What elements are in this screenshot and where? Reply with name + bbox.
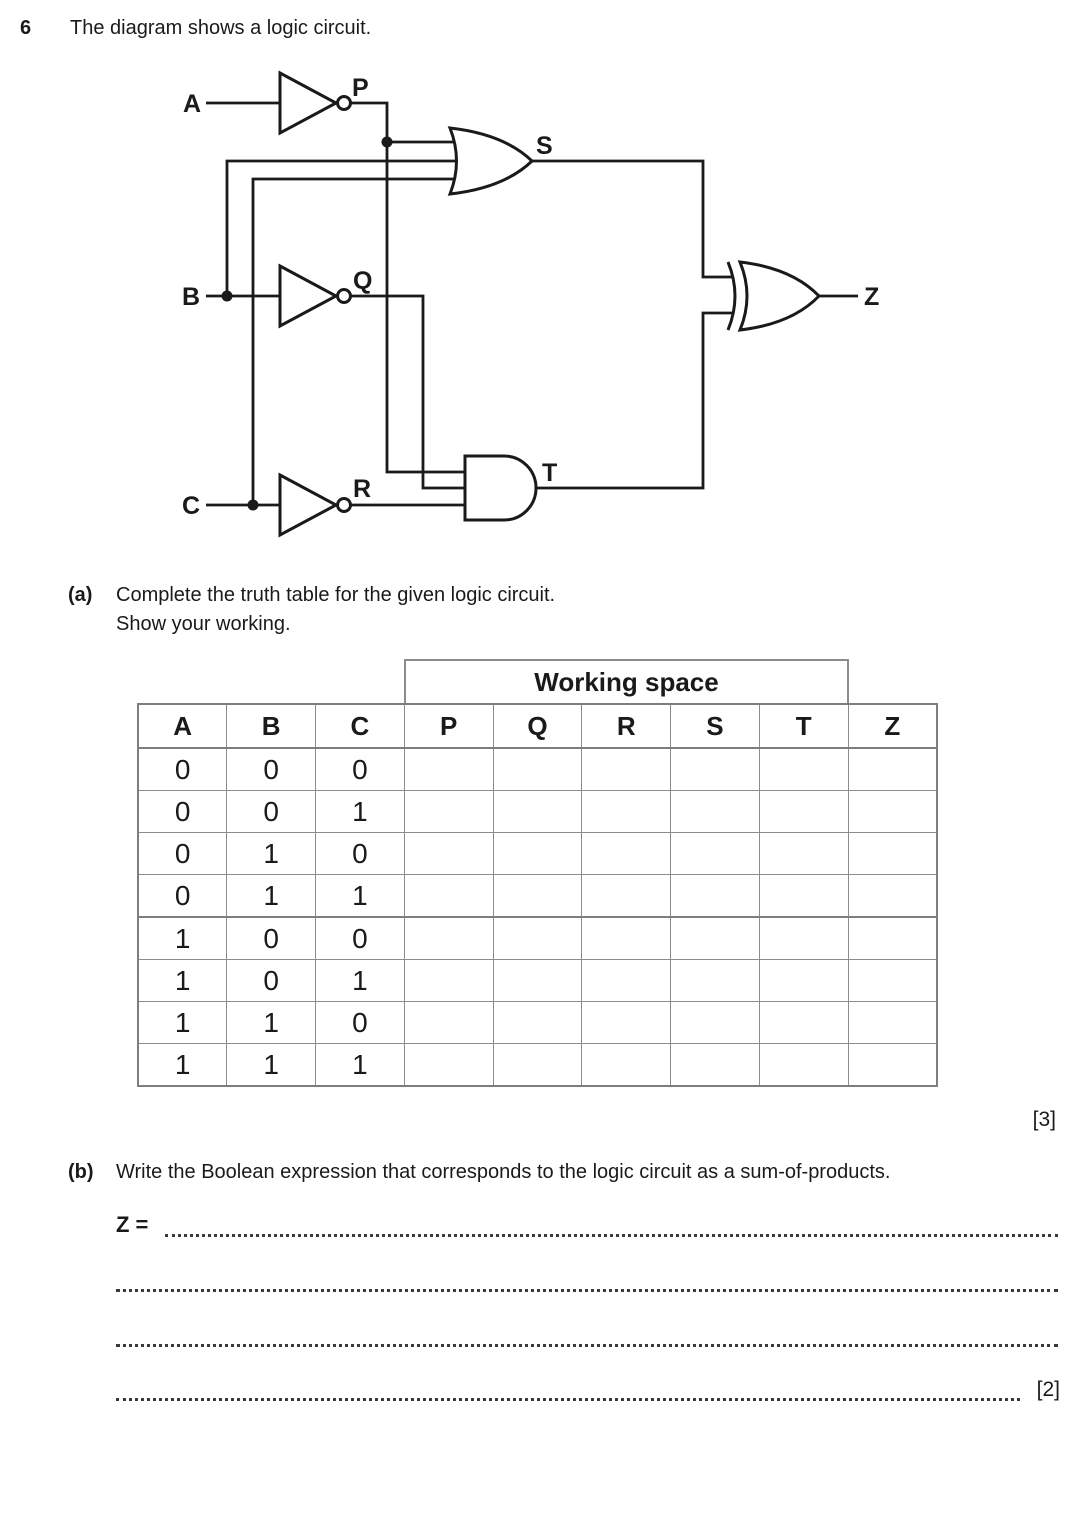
table-row bbox=[138, 960, 937, 1002]
truth-table-cell bbox=[671, 960, 760, 1002]
truth-table-cell: 1 bbox=[227, 1002, 316, 1044]
or-gate-s bbox=[450, 128, 532, 194]
truth-table-cell: 0 bbox=[316, 748, 405, 791]
part-a-instructions bbox=[116, 581, 555, 639]
truth-table-header-row bbox=[138, 704, 937, 748]
col-header-z: Z bbox=[848, 704, 937, 748]
label-output-z: Z bbox=[864, 283, 880, 311]
truth-table-cell bbox=[848, 748, 937, 791]
col-header-b: B bbox=[227, 704, 316, 748]
col-header-q: Q bbox=[493, 704, 582, 748]
part-b-instruction: Write the Boolean expression that corresponds to the logic circuit as a sum-of-products. bbox=[116, 1161, 891, 1183]
not-gate-b-bubble bbox=[338, 290, 351, 303]
truth-table-cell: 1 bbox=[316, 960, 405, 1002]
truth-table-cell bbox=[404, 833, 493, 875]
table-row bbox=[138, 1044, 937, 1087]
truth-table-cell: 0 bbox=[227, 791, 316, 833]
answer-line-3 bbox=[116, 1324, 1058, 1347]
truth-table-cell bbox=[493, 748, 582, 791]
junction-dot-b bbox=[222, 291, 233, 302]
part-a-instruction-line2: Show your working. bbox=[116, 613, 291, 635]
truth-table-cell bbox=[848, 960, 937, 1002]
table-row bbox=[138, 833, 937, 875]
truth-table-cell bbox=[404, 875, 493, 918]
table-row bbox=[138, 791, 937, 833]
truth-table-cell bbox=[404, 917, 493, 960]
truth-table-cell: 1 bbox=[316, 1044, 405, 1087]
truth-table-cell bbox=[671, 1002, 760, 1044]
truth-table-cell bbox=[671, 917, 760, 960]
truth-table-cell bbox=[848, 1002, 937, 1044]
truth-table-cell bbox=[848, 917, 937, 960]
truth-table-cell bbox=[404, 791, 493, 833]
truth-table-cell: 0 bbox=[138, 791, 227, 833]
part-a-label: (a) bbox=[68, 584, 93, 606]
truth-table-cell: 1 bbox=[316, 791, 405, 833]
truth-table-cell bbox=[493, 917, 582, 960]
wire-t-to-xor bbox=[536, 313, 734, 488]
truth-table-cell bbox=[759, 791, 848, 833]
xor-gate-z-input-arc bbox=[728, 262, 735, 330]
part-a-instruction-line1: Complete the truth table for the given logic circuit. bbox=[116, 584, 556, 606]
truth-table-cell bbox=[671, 791, 760, 833]
truth-table-cell bbox=[404, 748, 493, 791]
working-space-label: Working space bbox=[534, 666, 719, 697]
label-signal-r: R bbox=[353, 475, 372, 503]
xor-gate-z bbox=[740, 262, 819, 330]
part-b-label: (b) bbox=[68, 1161, 94, 1183]
label-signal-s: S bbox=[536, 132, 553, 160]
truth-table-cell: 1 bbox=[227, 1044, 316, 1087]
truth-table-cell bbox=[848, 791, 937, 833]
col-header-a: A bbox=[138, 704, 227, 748]
not-gate-c bbox=[280, 475, 336, 535]
label-signal-p: P bbox=[352, 74, 369, 102]
col-header-r: R bbox=[582, 704, 671, 748]
truth-table-cell: 0 bbox=[138, 875, 227, 918]
wire-q-to-and bbox=[351, 296, 465, 488]
not-gate-b bbox=[280, 266, 336, 326]
truth-table-cell bbox=[759, 1002, 848, 1044]
table-row bbox=[138, 1002, 937, 1044]
question-number: 6 bbox=[20, 17, 32, 39]
truth-table-cell bbox=[493, 1002, 582, 1044]
truth-table-cell bbox=[759, 875, 848, 918]
label-signal-q: Q bbox=[353, 267, 373, 295]
wire-s-to-xor bbox=[532, 161, 734, 277]
truth-table-cell bbox=[493, 833, 582, 875]
col-header-p: P bbox=[404, 704, 493, 748]
truth-table-cell bbox=[759, 960, 848, 1002]
truth-table-cell bbox=[582, 917, 671, 960]
truth-table-cell: 1 bbox=[227, 875, 316, 918]
truth-table-cell bbox=[582, 1044, 671, 1087]
table-row bbox=[138, 748, 937, 791]
not-gate-a bbox=[280, 73, 336, 133]
truth-table-cell: 0 bbox=[227, 917, 316, 960]
truth-table-cell: 0 bbox=[316, 917, 405, 960]
truth-table-cell bbox=[848, 1044, 937, 1087]
truth-table-cell bbox=[582, 833, 671, 875]
label-input-b: B bbox=[181, 283, 200, 311]
wire-c-to-or bbox=[253, 179, 458, 505]
working-space-header bbox=[404, 659, 849, 703]
truth-table-cell bbox=[493, 791, 582, 833]
truth-table-cell bbox=[404, 960, 493, 1002]
truth-table-cell: 0 bbox=[227, 960, 316, 1002]
truth-table-cell bbox=[759, 748, 848, 791]
truth-table-cell bbox=[582, 875, 671, 918]
answer-prefix-z: Z = bbox=[116, 1212, 149, 1237]
answer-line-1 bbox=[165, 1214, 1058, 1237]
truth-table-cell bbox=[671, 875, 760, 918]
truth-table-cell: 1 bbox=[138, 1002, 227, 1044]
answer-line-4 bbox=[116, 1378, 1020, 1401]
truth-table-cell: 1 bbox=[227, 833, 316, 875]
question-intro: The diagram shows a logic circuit. bbox=[70, 17, 372, 39]
truth-table-cell: 1 bbox=[138, 1044, 227, 1087]
truth-table-cell: 1 bbox=[316, 875, 405, 918]
truth-table-cell bbox=[493, 875, 582, 918]
truth-table-cell bbox=[848, 875, 937, 918]
logic-circuit-diagram bbox=[0, 0, 1074, 565]
col-header-t: T bbox=[759, 704, 848, 748]
truth-table-cell bbox=[493, 960, 582, 1002]
label-input-c: C bbox=[181, 492, 200, 520]
truth-table-cell bbox=[404, 1002, 493, 1044]
label-input-a: A bbox=[182, 90, 201, 118]
col-header-s: S bbox=[671, 704, 760, 748]
truth-table-cell: 1 bbox=[138, 917, 227, 960]
label-signal-t: T bbox=[542, 459, 558, 487]
col-header-c: C bbox=[316, 704, 405, 748]
truth-table-cell bbox=[759, 1044, 848, 1087]
part-b-marks: [2] bbox=[1036, 1378, 1060, 1401]
wire-b-to-or bbox=[227, 161, 458, 296]
truth-table-cell: 0 bbox=[316, 1002, 405, 1044]
truth-table-cell: 0 bbox=[138, 748, 227, 791]
junction-dot-p bbox=[382, 137, 393, 148]
table-row bbox=[138, 917, 937, 960]
and-gate-t bbox=[465, 456, 536, 520]
answer-line-2 bbox=[116, 1269, 1058, 1292]
truth-table-cell bbox=[493, 1044, 582, 1087]
table-row bbox=[138, 875, 937, 918]
truth-table-cell bbox=[848, 833, 937, 875]
not-gate-c-bubble bbox=[338, 499, 351, 512]
truth-table-cell bbox=[582, 791, 671, 833]
truth-table-cell: 0 bbox=[138, 833, 227, 875]
not-gate-a-bubble bbox=[338, 97, 351, 110]
truth-table-cell bbox=[404, 1044, 493, 1087]
truth-table bbox=[137, 703, 938, 1087]
part-a-marks: [3] bbox=[1032, 1108, 1056, 1131]
truth-table-cell bbox=[671, 748, 760, 791]
truth-table-cell bbox=[671, 833, 760, 875]
truth-table-cell bbox=[582, 960, 671, 1002]
truth-table-cell bbox=[582, 1002, 671, 1044]
junction-dot-c bbox=[248, 500, 259, 511]
truth-table-cell: 0 bbox=[316, 833, 405, 875]
truth-table-cell bbox=[759, 917, 848, 960]
truth-table-cell bbox=[759, 833, 848, 875]
truth-table-cell: 0 bbox=[227, 748, 316, 791]
truth-table-cell bbox=[582, 748, 671, 791]
truth-table-cell: 1 bbox=[138, 960, 227, 1002]
truth-table-cell bbox=[671, 1044, 760, 1087]
